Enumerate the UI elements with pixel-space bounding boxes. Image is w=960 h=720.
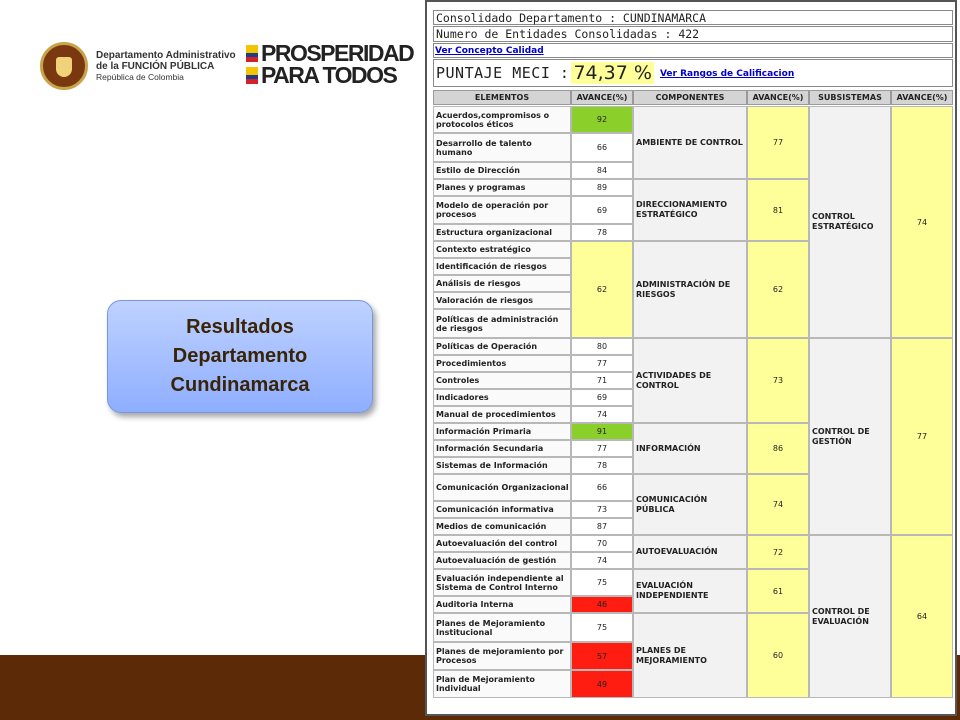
element-value: 78 <box>571 224 633 241</box>
component-name: ACTIVIDADES DE CONTROL <box>633 338 747 423</box>
element-name: Acuerdos,compromisos o protocolos éticos <box>433 106 571 133</box>
component-value: 62 <box>747 241 809 338</box>
element-name: Sistemas de Información <box>433 457 571 474</box>
element-name: Comunicación informativa <box>433 501 571 518</box>
component-name: ADMINISTRACIÓN DE RIESGOS <box>633 241 747 338</box>
component-name: EVALUACIÓN INDEPENDIENTE <box>633 569 747 613</box>
element-name: Modelo de operación por procesos <box>433 196 571 224</box>
element-name: Planes de mejoramiento por Procesos <box>433 642 571 670</box>
prosperidad-logo <box>246 42 416 86</box>
element-value: 74 <box>571 406 633 423</box>
element-value: 66 <box>571 474 633 501</box>
dafp-line3: República de Colombia <box>96 72 184 82</box>
element-value: 66 <box>571 133 633 162</box>
element-name: Autoevaluación de gestión <box>433 552 571 569</box>
concepto-row <box>433 43 953 58</box>
element-name: Políticas de administración de riesgos <box>433 309 571 338</box>
subsystem-name: CONTROL DE EVALUACIÓN <box>809 535 891 698</box>
entidades-header: Numero de Entidades Consolidadas : 422 <box>433 26 953 42</box>
component-value: 60 <box>747 613 809 698</box>
element-name: Planes y programas <box>433 179 571 196</box>
element-value: 69 <box>571 196 633 224</box>
element-value: 57 <box>571 642 633 670</box>
component-name: AMBIENTE DE CONTROL <box>633 106 747 179</box>
element-name: Análisis de riesgos <box>433 275 571 292</box>
component-value: 81 <box>747 179 809 241</box>
component-name: INFORMACIÓN <box>633 423 747 474</box>
para-todos-word: PARA TODOS <box>261 62 397 88</box>
element-name: Políticas de Operación <box>433 338 571 355</box>
element-name: Manual de procedimientos <box>433 406 571 423</box>
subsystem-value: 64 <box>891 535 953 698</box>
results-title-line2: Departamento <box>172 345 308 367</box>
element-name: Estructura organizacional <box>433 224 571 241</box>
header-avance-componentes: AVANCE(%) <box>747 90 809 105</box>
header-avance-subsistemas: AVANCE(%) <box>891 90 953 105</box>
ver-concepto-link[interactable]: Ver Concepto Calidad <box>435 45 544 56</box>
element-value: 49 <box>571 670 633 698</box>
element-value: 91 <box>571 423 633 440</box>
results-title-line1: Resultados <box>186 316 294 338</box>
component-value: 77 <box>747 106 809 179</box>
element-value: 77 <box>571 355 633 372</box>
header-subsistemas: SUBSISTEMAS <box>809 90 891 105</box>
consolidado-header: Consolidado Departamento : CUNDINAMARCA <box>433 10 953 25</box>
component-name: AUTOEVALUACIÓN <box>633 535 747 569</box>
element-name: Autoevaluación del control <box>433 535 571 552</box>
element-name: Información Primaria <box>433 423 571 440</box>
element-value: 89 <box>571 179 633 196</box>
dafp-line1: Departamento Administrativo <box>96 50 236 61</box>
puntaje-value: 74,37 % <box>573 62 652 84</box>
component-value: 74 <box>747 474 809 535</box>
subsystem-name: CONTROL ESTRATÉGICO <box>809 106 891 338</box>
flag-icon <box>246 67 258 84</box>
element-name: Comunicación Organizacional <box>433 474 571 501</box>
element-value: 75 <box>571 613 633 642</box>
component-name: PLANES DE MEJORAMIENTO <box>633 613 747 698</box>
prosperidad-word: PROSPERIDAD <box>261 40 414 66</box>
element-name: Controles <box>433 372 571 389</box>
dafp-line2: de la FUNCIÓN PÚBLICA <box>96 61 215 72</box>
element-name: Identificación de riesgos <box>433 258 571 275</box>
element-name: Planes de Mejoramiento Institucional <box>433 613 571 642</box>
element-value: 69 <box>571 389 633 406</box>
results-title-line3: Cundinamarca <box>170 374 310 396</box>
element-value: 87 <box>571 518 633 535</box>
element-name: Indicadores <box>433 389 571 406</box>
element-name: Estilo de Dirección <box>433 162 571 179</box>
component-value: 73 <box>747 338 809 423</box>
flag-icon <box>246 45 258 62</box>
element-value: 62 <box>571 241 633 338</box>
element-value: 74 <box>571 552 633 569</box>
component-name: DIRECCIONAMIENTO ESTRATÉGICO <box>633 179 747 241</box>
element-name: Plan de Mejoramiento Individual <box>433 670 571 698</box>
element-value: 84 <box>571 162 633 179</box>
component-value: 72 <box>747 535 809 569</box>
meci-report-panel <box>425 0 957 716</box>
element-name: Contexto estratégico <box>433 241 571 258</box>
component-value: 86 <box>747 423 809 474</box>
element-name: Desarrollo de talento humano <box>433 133 571 162</box>
header-avance-elementos: AVANCE(%) <box>571 90 633 105</box>
element-name: Auditoria Interna <box>433 596 571 613</box>
element-value: 70 <box>571 535 633 552</box>
component-value: 61 <box>747 569 809 613</box>
subsystem-value: 77 <box>891 338 953 535</box>
subsystem-value: 74 <box>891 106 953 338</box>
element-value: 71 <box>571 372 633 389</box>
element-name: Medios de comunicación <box>433 518 571 535</box>
element-value: 46 <box>571 596 633 613</box>
element-value: 80 <box>571 338 633 355</box>
header-componentes: COMPONENTES <box>633 90 747 105</box>
puntaje-row <box>433 59 953 87</box>
element-name: Información Secundaria <box>433 440 571 457</box>
element-value: 78 <box>571 457 633 474</box>
element-name: Evaluación independiente al Sistema de Control Interno <box>433 569 571 596</box>
results-title-box <box>107 300 373 413</box>
element-name: Procedimientos <box>433 355 571 372</box>
element-value: 92 <box>571 106 633 133</box>
ver-rangos-link[interactable]: Ver Rangos de Calificacion <box>659 69 795 79</box>
colombia-seal-icon <box>40 42 88 90</box>
element-value: 77 <box>571 440 633 457</box>
header-elementos: ELEMENTOS <box>433 90 571 105</box>
element-value: 73 <box>571 501 633 518</box>
element-value: 75 <box>571 569 633 596</box>
subsystem-name: CONTROL DE GESTIÓN <box>809 338 891 535</box>
element-name: Valoración de riesgos <box>433 292 571 309</box>
puntaje-label: PUNTAJE MECI : <box>436 64 570 82</box>
dafp-logo <box>40 40 240 92</box>
component-name: COMUNICACIÓN PÚBLICA <box>633 474 747 535</box>
